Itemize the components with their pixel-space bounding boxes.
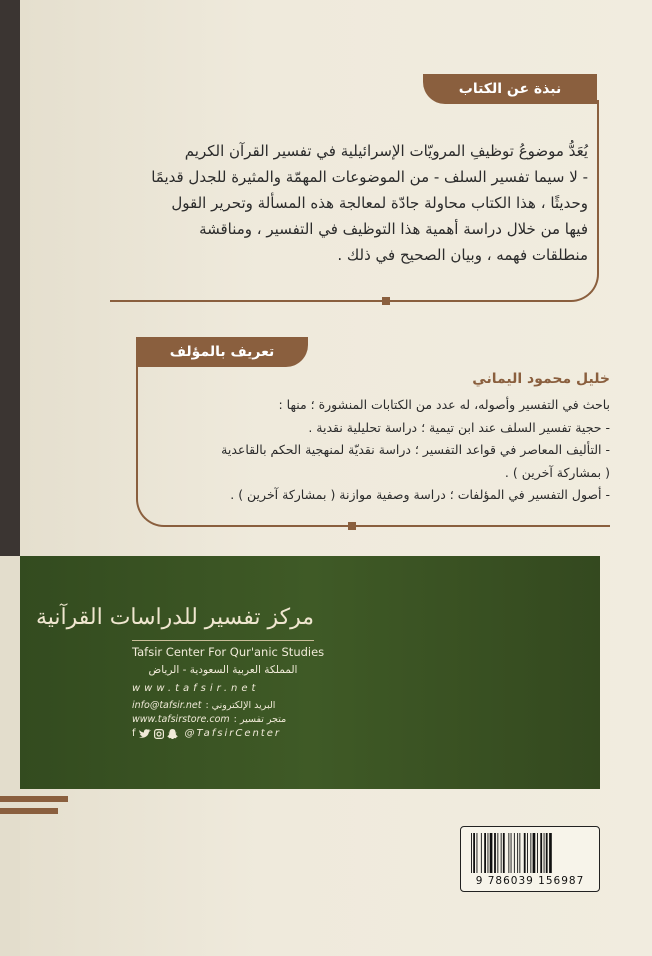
publisher-email-row	[132, 700, 275, 711]
about-book-line: يُعَدُّ موضوعُ توظيفِ المرويّات الإسرائيلية في تفسير القرآن الكريم	[184, 142, 588, 160]
about-author-line: - أصول التفسير في المؤلفات ؛ دراسة وصفية موازنة ( بمشاركة آخرين ) .	[230, 487, 610, 502]
about-book-line: فيها من خلال دراسة أهمية هذا التوظيف في التفسير ، ومناقشة	[199, 220, 588, 238]
decorative-stripe	[0, 808, 58, 814]
barcode-bar	[497, 833, 498, 873]
barcode-bar	[511, 833, 512, 873]
barcode-bar	[481, 833, 482, 873]
twitter-icon	[139, 729, 151, 739]
barcode-bar	[524, 833, 526, 873]
snapchat-icon	[167, 729, 178, 739]
barcode-bar	[540, 833, 542, 873]
barcode-bar	[490, 833, 493, 873]
about-book-line: منطلقات فهمه ، وبيان الصحيح في ذلك .	[337, 246, 588, 264]
about-author-frame-end-marker	[348, 522, 356, 530]
about-author-line: - حجية تفسير السلف عند ابن تيمية ؛ دراسة تحليلية نقدية .	[308, 419, 610, 435]
barcode-bar	[514, 833, 515, 873]
barcode-bar	[477, 833, 478, 873]
barcode-bar	[488, 833, 489, 873]
publisher-name-english: Tafsir Center For Qur'anic Studies	[132, 645, 325, 659]
about-author-text	[150, 394, 610, 507]
spine-dark-strip	[0, 0, 20, 556]
barcode-bar	[484, 833, 486, 873]
isbn-number: 9 786039 156987	[475, 875, 585, 887]
barcode-bar	[549, 833, 552, 873]
barcode-bar	[517, 833, 518, 873]
barcode-bar	[501, 833, 502, 873]
barcode-bar	[494, 833, 496, 873]
instagram-icon	[154, 729, 164, 739]
barcode-bar	[544, 833, 545, 873]
about-book-frame-end-marker	[382, 297, 390, 305]
publisher-logo: مركز تفسير للدراسات القرآنية	[132, 596, 314, 641]
publisher-social-handle: @TafsirCenter	[184, 728, 281, 739]
barcode-bar	[508, 833, 509, 873]
publisher-social-row	[132, 728, 281, 739]
about-author-heading: تعريف بالمؤلف	[136, 337, 308, 367]
about-book-line: - لا سيما تفسير السلف - من الموضوعات المهمّة والمثيرة للجدل قديمًا	[151, 168, 588, 186]
barcode-bar	[527, 833, 528, 873]
publisher-website: www.tafsir.net	[132, 683, 260, 694]
publisher-location: المملكة العربية السعودية - الرياض	[148, 664, 298, 676]
about-author-line: - التأليف المعاصر في قواعد التفسير ؛ دراسة نقديّة لمنهجية الحكم بالقاعدية	[221, 442, 610, 457]
barcode-bar	[473, 833, 475, 873]
about-book-line: وحديثًا ، هذا الكتاب محاولة جادّة لمعالجة هذه المسألة وتحرير القول	[171, 194, 588, 212]
barcode-bar	[503, 833, 505, 873]
spine-light-strip	[0, 556, 20, 956]
about-author-line: ( بمشاركة آخرين ) .	[504, 464, 610, 480]
isbn-barcode	[460, 826, 600, 892]
about-book-heading: نبذة عن الكتاب	[423, 74, 597, 104]
publisher-store-label: متجر تفسير :	[233, 714, 287, 725]
facebook-icon: f	[132, 728, 136, 739]
publisher-email: info@tafsir.net	[132, 700, 202, 711]
about-author-line: باحث في التفسير وأصوله، له عدد من الكتابات المنشورة ؛ منها :	[278, 397, 610, 412]
barcode-bar	[537, 833, 538, 873]
barcode-bars-graphic	[469, 833, 591, 875]
barcode-bar	[471, 833, 472, 873]
barcode-bar	[519, 833, 520, 873]
publisher-store-row	[132, 714, 286, 725]
author-name: خليل محمود اليماني	[472, 371, 610, 387]
publisher-email-label: البريد الإلكتروني :	[205, 700, 276, 711]
barcode-bar	[533, 833, 536, 873]
publisher-store: www.tafsirstore.com	[132, 714, 230, 725]
barcode-bar	[530, 833, 531, 873]
decorative-stripe	[0, 796, 68, 802]
barcode-bar	[546, 833, 548, 873]
about-book-text	[126, 138, 588, 268]
